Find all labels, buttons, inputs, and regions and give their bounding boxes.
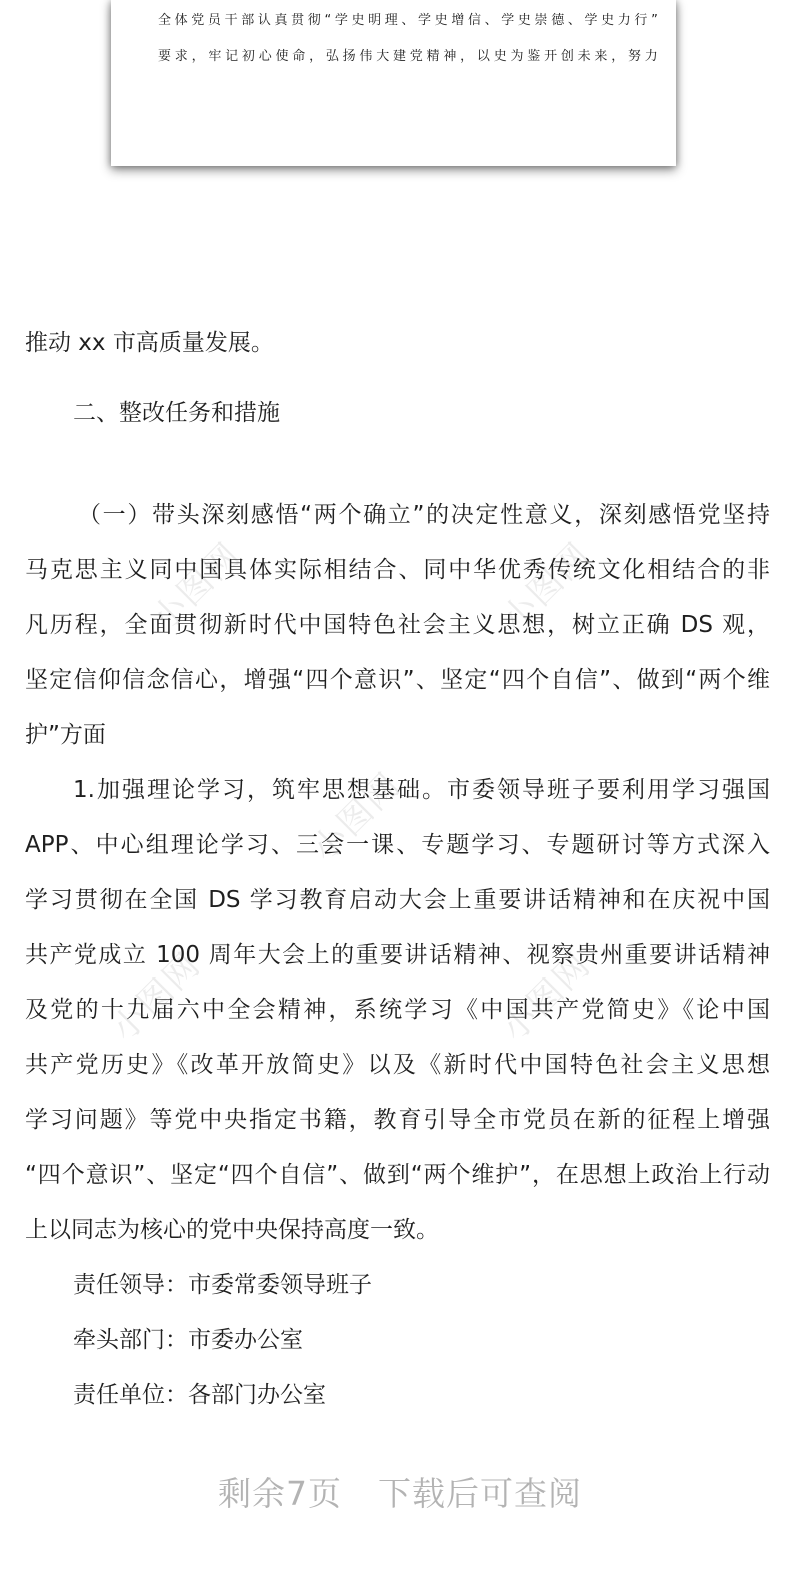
section-heading: 二、整改任务和措施 [73,400,280,426]
preview-card [111,0,676,166]
watermark: 小图网 [144,534,249,640]
item-line: “四个意识”、坚定“四个自信”、做到“两个维护”，在思想上政治上行动 [25,1162,770,1188]
sub-heading-line: （一）带头深刻感悟“两个确立”的决定性意义，深刻感悟党坚持 [78,502,770,528]
item-line: 共产党历史》《改革开放简史》以及《新时代中国特色社会主义思想 [25,1052,770,1078]
preview-line-2: 要求，牢记初心使命，弘扬伟大建党精神，以史为鉴开创未来，努力 [158,49,658,64]
download-to-view-text: 下载后可查阅 [378,1474,582,1513]
responsible-leader: 责任领导：市委常委领导班子 [73,1272,372,1298]
paragraph-continuation: 推动 xx 市高质量发展。 [25,330,274,356]
watermark: 小图网 [494,534,599,640]
sub-heading-line: 坚定信仰信念信心，增强“四个意识”、坚定“四个自信”、做到“两个维 [25,667,770,693]
sub-heading-line: 马克思主义同中国具体实际相结合、同中华优秀传统文化相结合的非 [25,557,770,583]
preview-line-1: 全体党员干部认真贯彻“学史明理、学史增信、学史崇德、学史力行” [158,13,658,28]
sub-heading-line: 凡历程，全面贯彻新时代中国特色社会主义思想，树立正确 DS 观， [25,612,770,638]
item-line: 共产党成立 100 周年大会上的重要讲话精神、视察贵州重要讲话精神 [25,942,770,968]
item-line: 上以同志为核心的党中央保持高度一致。 [25,1217,439,1243]
item-line: 学习贯彻在全国 DS 学习教育启动大会上重要讲话精神和在庆祝中国 [25,887,770,913]
item-line: 学习问题》等党中央指定书籍，教育引导全市党员在新的征程上增强 [25,1107,770,1133]
item-line: 1.加强理论学习，筑牢思想基础。市委领导班子要利用学习强国 [73,777,770,803]
download-prompt[interactable] [0,1468,800,1515]
item-line: APP、中心组理论学习、三会一课、专题学习、专题研讨等方式深入 [25,832,770,858]
watermark: 小图网 [304,764,409,870]
item-line: 及党的十九届六中全会精神，系统学习《中国共产党简史》《论中国 [25,997,770,1023]
lead-department: 牵头部门：市委办公室 [73,1327,303,1353]
watermark: 小图网 [104,944,209,1050]
remaining-pages-text: 剩余7页 [218,1474,342,1513]
sub-heading-line: 护”方面 [25,722,106,748]
watermark: 小图网 [494,944,599,1050]
responsible-unit: 责任单位：各部门办公室 [73,1382,326,1408]
